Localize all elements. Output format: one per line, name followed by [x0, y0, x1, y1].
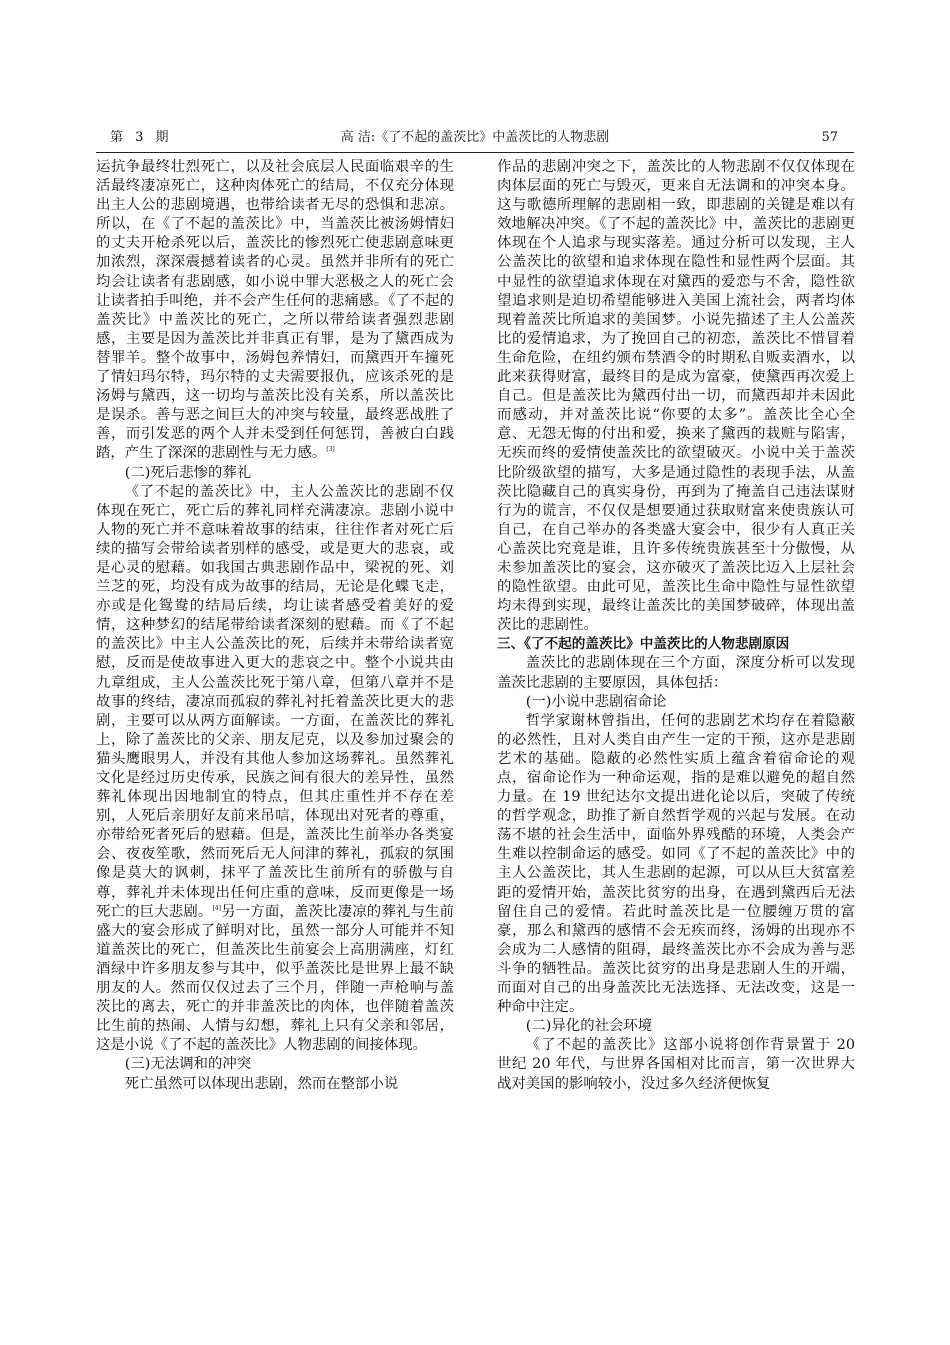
right-column	[497, 158, 855, 1288]
paragraph-text: 另一方面，盖茨比凄凉的葬礼与生前盛大的宴会形成了鲜明对比，虽然一部分人可能并不知道盖茨比的死亡，但盖茨比生前宴会上高朋满座，灯红酒绿中许多朋友参与其中，似乎盖茨比是世界上最不缺朋友的人。然而仅仅过去了三个月，伴随一声枪响与盖茨比的离去，死亡的并非盖茨比的肉体，也伴随着盖茨比生前的热闹、人情与幻想，葬礼上只有父亲和邻居，这是小说《了不起的盖茨比》人物悲剧的间接体现。	[96, 903, 454, 1054]
subsection-heading: (一)小说中悲剧宿命论	[525, 693, 667, 710]
body-paragraph: 作品的悲剧冲突之下，盖茨比的人物悲剧不仅仅体现在肉体层面的死亡与毁灭，更来自无法调和的冲突本身。这与歌德所理解的悲剧相一致，即悲剧的关键是难以有效地解决冲突。《了不起的盖茨比》中，盖茨比的悲剧更体现在个人追求与现实落差。通过分析可以发现，主人公盖茨比的欲望和追求体现在隐性和显性两个层面。其中显性的欲望追求体现在对黛西的爱恋与不舍，隐性欲望追求则是迫切希望能够进入美国上流社会，两者均体现着盖茨比所追求的美国梦。小说先描述了主人公盖茨比的爱情追求，为了挽回自己的初恋，盖茨比不惜冒着生命危险，在纽约颁布禁酒令的时期私自贩卖酒水，以此来获得财富，最终目的是成为富豪，使黛西再次爱上自己。但是盖茨比为黛西付出一切，而黛西却并未因此而感动，并对盖茨比说“你要的太多”。盖茨比全心全意、无怨无悔的付出和爱，换来了黛西的栽赃与陷害，无疾而终的爱情使盖茨比的欲望破灭。小说中关于盖茨比阶级欲望的描写，大多是通过隐性的表现手法，从盖茨比隐藏自己的真实身份，再到为了掩盖自己违法谋财行为的谎言，不仅仅是想要通过获取财富来使贵族认可自己，在自己举办的各类盛大宴会中，很少有人真正关心盖茨比究竟是谁，且许多传统贵族甚至十分傲慢，从未参加盖茨比的宴会，这亦破灭了盖茨比迈入上层社会的隐性欲望。由此可见，盖茨比生命中隐性与显性欲望均未得到实现，最终让盖茨比的美国梦破碎，体现出盖茨比的悲剧性。	[497, 159, 855, 634]
subsection-heading: (二)死后悲惨的葬礼	[124, 464, 252, 481]
body-paragraph: 哲学家谢林曾指出，任何的悲剧艺术均存在着隐蔽的必然性，且对人类自由产生一定的干预，这亦是悲剧艺术的基础。隐蔽的必然性实质上蕴含着宿命论的观点，宿命论作为一种命运观，指的是难以避免的超自然力量。在 19 世纪达尔文提出进化论以后，突破了传统的哲学观念，助推了新自然哲学观的兴起与发展。在动荡不堪的社会生活中，面临外界残酷的环境，人类会产生难以控制命运的感受。如同《了不起的盖茨比》中的主人公盖茨比，其人生悲剧的起源，可以从巨大贫富差距的爱情开始，盖茨比贫穷的出身，在遇到黛西后无法留住自己的爱情。若此时盖茨比是一位腰缠万贯的富豪，那么和黛西的感情不会无疾而终，汤姆的出现亦不会成为二人感情的阻碍，最终盖茨比亦不会成为善与恶斗争的牺牲品。盖茨比贫穷的出身是悲剧人生的开端，而面对自己的出身盖茨比无法选择、无法改变，这是一种命中注定。	[497, 712, 855, 1016]
subsection-heading: (二)异化的社会环境	[525, 1018, 653, 1035]
body-paragraph: 盖茨比的悲剧体现在三个方面，深度分析可以发现盖茨比悲剧的主要原因，具体包括：	[497, 655, 855, 691]
body-paragraph	[96, 158, 454, 464]
running-title: 高 洁:《了不起的盖茨比》中盖茨比的人物悲剧	[340, 130, 610, 145]
header-rule	[96, 152, 854, 153]
left-column	[96, 158, 454, 1288]
issue-label: 第 3 期	[110, 130, 173, 145]
body-paragraph: 《了不起的盖茨比》这部小说将创作背景置于 20 世纪 20 年代，与世界各国相对比而言，第一次世界大战对美国的影响较小，没过多久经济便恢复	[497, 1037, 855, 1092]
citation-ref: [3]	[326, 446, 335, 454]
body-paragraph: 死亡虽然可以体现出悲剧，然而在整部小说	[124, 1075, 399, 1092]
paragraph-text: 运抗争最终壮烈死亡，以及社会底层人民面临艰辛的生活最终凄凉死亡，这种肉体死亡的结局，不仅充分体现出主人公的悲剧境遇，也带给读者无尽的恐惧和悲凉。所以，在《了不起的盖茨比》中，当盖茨比被汤姆情妇的丈夫开枪杀死以后，盖茨比的惨烈死亡使悲剧意味更加浓烈，深深震撼着读者的心灵。虽然并非所有的死亡均会让读者有悲剧感，如小说中罪大恶极之人的死亡会让读者拍手叫绝，并不会产生任何的悲痛感。《了不起的盖茨比》中盖茨比的死亡，之所以带给读者强烈悲剧感，主要是因为盖茨比并非真正有罪，是为了黛西成为替罪羊。整个故事中，汤姆包养情妇，而黛西开车撞死了情妇玛尔特，玛尔特的丈夫需要报仇，应该杀死的是汤姆与黛西，这一切均与盖茨比没有关系，所以盖茨比是误杀。善与恶之间巨大的冲突与较量，最终恶战胜了善，而引发恶的两个人并未受到任何惩罚，善被白白践踏，产生了深深的悲剧性与无力感。	[96, 159, 454, 462]
subsection-heading: (三)无法调和的冲突	[124, 1056, 252, 1073]
page-number: 57	[821, 130, 838, 145]
citation-ref: [4]	[212, 904, 221, 912]
running-header	[96, 126, 854, 150]
section-heading: 三、《了不起的盖茨比》中盖茨比的人物悲剧原因	[497, 636, 790, 653]
paragraph-text: 《了不起的盖茨比》中，主人公盖茨比的悲剧不仅体现在死亡，死亡后的葬礼同样充满凄凉。悲剧小说中人物的死亡并不意味着故事的结束，往往作者对死亡后续的描写会带给读者别样的感受，或是更大的悲哀，或是心灵的慰藉。如我国古典悲剧作品中，梁祝的死、刘兰芝的死，均没有成为故事的结局，无论是化蝶飞走，亦或是化鸳鸯的结局后续，均让读者感受着美好的爱情，这种梦幻的结尾带给读者深刻的慰藉。而《了不起的盖茨比》中主人公盖茨比的死，后续并未带给读者宽慰，反而是使故事进入更大的悲哀之中。整个小说共由九章组成，主人公盖茨比死于第八章，但第八章并不是故事的终结，凄凉而孤寂的葬礼衬托着盖茨比更大的悲剧，主要可以从两方面解读。一方面，在盖茨比的葬礼上，除了盖茨比的父亲、朋友尼克，以及参加过聚会的猫头鹰眼男人，并没有其他人参加这场葬礼。虽然葬礼文化是经过历史传承，民族之间有很大的差异性，虽然葬礼体现出因地制宜的特点，但其庄重性并不存在差别，人死后亲朋好友前来吊唁，体现出对死者的尊重，亦带给死者死后的慰藉。但是，盖茨比生前举办各类宴会、夜夜笙歌，然而死后无人问津的葬礼，孤寂的氛围像是莫大的讽刺，抹平了盖茨比生前所有的骄傲与自尊，葬礼并未体现出任何庄重的意味，反而更像是一场死亡的巨大悲剧。	[96, 483, 454, 920]
body-paragraph	[96, 483, 454, 1056]
